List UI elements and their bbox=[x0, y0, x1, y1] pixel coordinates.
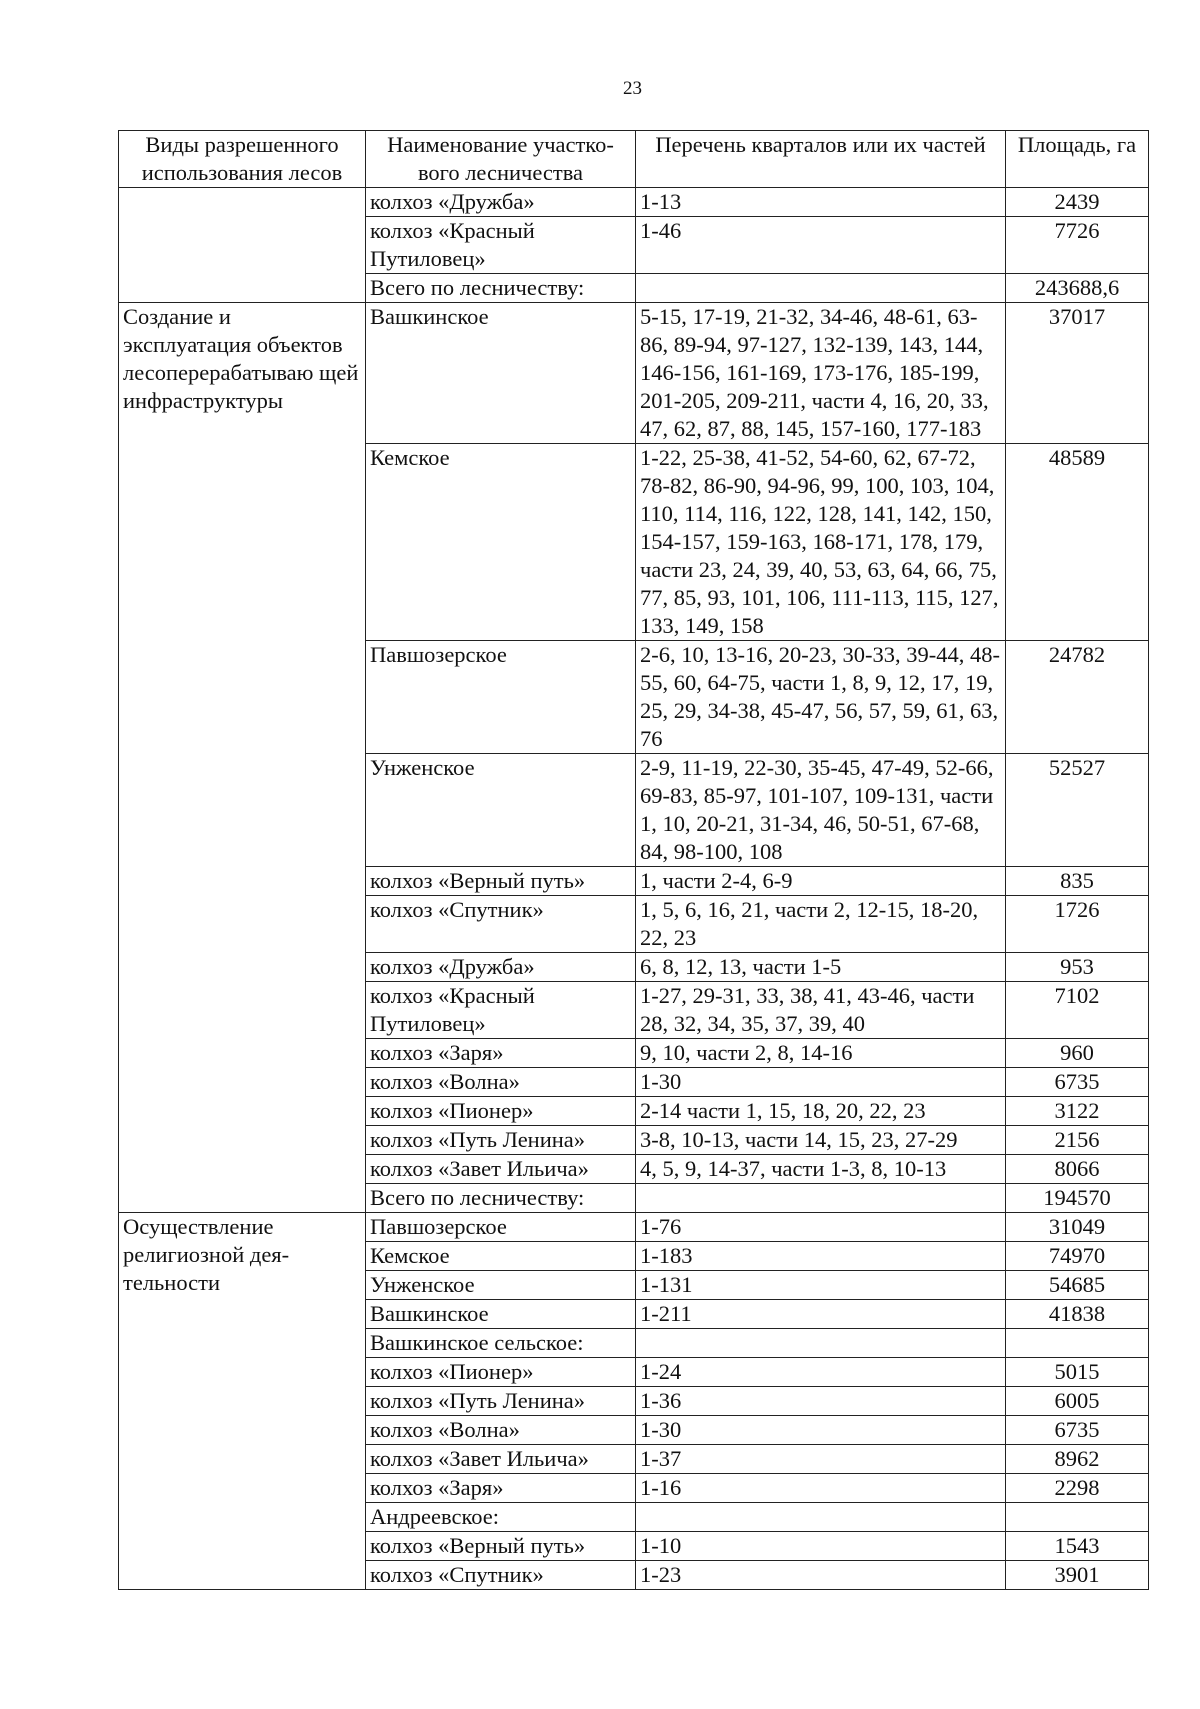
forestry-name-cell: колхоз «Пионер» bbox=[366, 1358, 636, 1387]
header-row bbox=[119, 131, 1149, 188]
area-cell: 8066 bbox=[1006, 1155, 1149, 1184]
quarters-cell: 1-13 bbox=[636, 188, 1006, 217]
quarters-cell: 1-183 bbox=[636, 1242, 1006, 1271]
area-cell: 7726 bbox=[1006, 217, 1149, 274]
forestry-name-cell: колхоз «Волна» bbox=[366, 1416, 636, 1445]
quarters-cell: 1-16 bbox=[636, 1474, 1006, 1503]
quarters-cell: 4, 5, 9, 14-37, части 1-3, 8, 10-13 bbox=[636, 1155, 1006, 1184]
forestry-name-cell: колхоз «Заря» bbox=[366, 1039, 636, 1068]
area-cell: 8962 bbox=[1006, 1445, 1149, 1474]
area-cell: 1543 bbox=[1006, 1532, 1149, 1561]
quarters-cell: 1-76 bbox=[636, 1213, 1006, 1242]
forestry-name-cell: колхоз «Путь Ленина» bbox=[366, 1387, 636, 1416]
forestry-name-cell: колхоз «Заря» bbox=[366, 1474, 636, 1503]
forestry-name-cell: колхоз «Дружба» bbox=[366, 188, 636, 217]
table-row bbox=[119, 188, 1149, 217]
quarters-cell: 1-37 bbox=[636, 1445, 1006, 1474]
quarters-cell bbox=[636, 274, 1006, 303]
quarters-cell bbox=[636, 1329, 1006, 1358]
forestry-name-cell: колхоз «Верный путь» bbox=[366, 1532, 636, 1561]
area-cell: 2298 bbox=[1006, 1474, 1149, 1503]
header-quarters: Перечень кварталов или их частей bbox=[636, 131, 1006, 188]
area-cell: 5015 bbox=[1006, 1358, 1149, 1387]
quarters-cell: 9, 10, части 2, 8, 14-16 bbox=[636, 1039, 1006, 1068]
table-row bbox=[119, 303, 1149, 444]
header-use: Виды разрешенного использования лесов bbox=[119, 131, 366, 188]
forestry-name-cell: Кемское bbox=[366, 444, 636, 641]
forestry-name-cell: колхоз «Завет Ильича» bbox=[366, 1155, 636, 1184]
forestry-name-cell: колхоз «Верный путь» bbox=[366, 867, 636, 896]
area-cell: 194570 bbox=[1006, 1184, 1149, 1213]
forestry-name-cell: колхоз «Красный Путиловец» bbox=[366, 217, 636, 274]
quarters-cell: 1-24 bbox=[636, 1358, 1006, 1387]
page-number: 23 bbox=[623, 78, 642, 99]
area-cell: 7102 bbox=[1006, 982, 1149, 1039]
forestry-name-cell: Павшозерское bbox=[366, 641, 636, 754]
area-cell: 3901 bbox=[1006, 1561, 1149, 1590]
area-cell: 960 bbox=[1006, 1039, 1149, 1068]
forestry-name-cell: колхоз «Красный Путиловец» bbox=[366, 982, 636, 1039]
area-cell: 41838 bbox=[1006, 1300, 1149, 1329]
area-cell bbox=[1006, 1329, 1149, 1358]
forestry-name-cell: Всего по лесничеству: bbox=[366, 274, 636, 303]
quarters-cell: 1-211 bbox=[636, 1300, 1006, 1329]
quarters-cell: 6, 8, 12, 13, части 1-5 bbox=[636, 953, 1006, 982]
quarters-cell: 1-22, 25-38, 41-52, 54-60, 62, 67-72, 78-82, 86-90, 94-96, 99, 100, 103, 104, 110, 114, 116, 122, 128, 141, 142, 150, 154-157, 159-163, 168-171, 178, 179, части 23, 24, 39, 40, 53, 63, 64, 66, 75, 77, 85, 93, 101, 106, 111-113, 115, 127, 133, 149, 158 bbox=[636, 444, 1006, 641]
quarters-cell: 1-30 bbox=[636, 1416, 1006, 1445]
forestry-name-cell: Вашкинское bbox=[366, 1300, 636, 1329]
forestry-name-cell: колхоз «Дружба» bbox=[366, 953, 636, 982]
forestry-name-cell: Всего по лесничеству: bbox=[366, 1184, 636, 1213]
forestry-name-cell: Вашкинское bbox=[366, 303, 636, 444]
header-area: Площадь, га bbox=[1006, 131, 1149, 188]
quarters-cell: 2-14 части 1, 15, 18, 20, 22, 23 bbox=[636, 1097, 1006, 1126]
forestry-name-cell: колхоз «Спутник» bbox=[366, 896, 636, 953]
forestry-name-cell: колхоз «Спутник» bbox=[366, 1561, 636, 1590]
table-row bbox=[119, 1213, 1149, 1242]
quarters-cell: 1-131 bbox=[636, 1271, 1006, 1300]
forestry-name-cell: Вашкинское сельское: bbox=[366, 1329, 636, 1358]
area-cell: 54685 bbox=[1006, 1271, 1149, 1300]
use-type-cell: Осуществление религиозной дея-тельности bbox=[119, 1213, 366, 1590]
area-cell: 6735 bbox=[1006, 1416, 1149, 1445]
area-cell: 6735 bbox=[1006, 1068, 1149, 1097]
area-cell: 48589 bbox=[1006, 444, 1149, 641]
area-cell: 2439 bbox=[1006, 188, 1149, 217]
quarters-cell: 5-15, 17-19, 21-32, 34-46, 48-61, 63-86, 89-94, 97-127, 132-139, 143, 144, 146-156, 161-169, 173-176, 185-199, 201-205, 209-211, части 4, 16, 20, 33, 47, 62, 87, 88, 145, 157-160, 177-183 bbox=[636, 303, 1006, 444]
quarters-cell: 1-27, 29-31, 33, 38, 41, 43-46, части 28, 32, 34, 35, 37, 39, 40 bbox=[636, 982, 1006, 1039]
area-cell: 52527 bbox=[1006, 754, 1149, 867]
area-cell: 24782 bbox=[1006, 641, 1149, 754]
area-cell: 2156 bbox=[1006, 1126, 1149, 1155]
area-cell: 243688,6 bbox=[1006, 274, 1149, 303]
area-cell: 835 bbox=[1006, 867, 1149, 896]
quarters-cell: 1-36 bbox=[636, 1387, 1006, 1416]
forestry-name-cell: колхоз «Путь Ленина» bbox=[366, 1126, 636, 1155]
forestry-name-cell: колхоз «Пионер» bbox=[366, 1097, 636, 1126]
forestry-name-cell: Унженское bbox=[366, 754, 636, 867]
area-cell: 74970 bbox=[1006, 1242, 1149, 1271]
quarters-cell: 1, 5, 6, 16, 21, части 2, 12-15, 18-20, 22, 23 bbox=[636, 896, 1006, 953]
quarters-cell: 1, части 2-4, 6-9 bbox=[636, 867, 1006, 896]
quarters-cell bbox=[636, 1503, 1006, 1532]
forestry-name-cell: Андреевское: bbox=[366, 1503, 636, 1532]
area-cell bbox=[1006, 1503, 1149, 1532]
forestry-name-cell: колхоз «Завет Ильича» bbox=[366, 1445, 636, 1474]
forestry-name-cell: Павшозерское bbox=[366, 1213, 636, 1242]
forestry-name-cell: Унженское bbox=[366, 1271, 636, 1300]
quarters-cell: 3-8, 10-13, части 14, 15, 23, 27-29 bbox=[636, 1126, 1006, 1155]
quarters-cell: 2-6, 10, 13-16, 20-23, 30-33, 39-44, 48-55, 60, 64-75, части 1, 8, 9, 12, 17, 19, 25, 29, 34-38, 45-47, 56, 57, 59, 61, 63, 76 bbox=[636, 641, 1006, 754]
quarters-cell: 1-30 bbox=[636, 1068, 1006, 1097]
quarters-cell: 2-9, 11-19, 22-30, 35-45, 47-49, 52-66, 69-83, 85-97, 101-107, 109-131, части 1, 10, 20-21, 31-34, 46, 50-51, 67-68, 84, 98-100, 108 bbox=[636, 754, 1006, 867]
area-cell: 6005 bbox=[1006, 1387, 1149, 1416]
forest-use-table bbox=[118, 130, 1149, 1590]
area-cell: 37017 bbox=[1006, 303, 1149, 444]
area-cell: 953 bbox=[1006, 953, 1149, 982]
quarters-cell: 1-46 bbox=[636, 217, 1006, 274]
quarters-cell bbox=[636, 1184, 1006, 1213]
quarters-cell: 1-10 bbox=[636, 1532, 1006, 1561]
area-cell: 3122 bbox=[1006, 1097, 1149, 1126]
forestry-name-cell: Кемское bbox=[366, 1242, 636, 1271]
use-type-cell bbox=[119, 188, 366, 303]
use-type-cell: Создание и эксплуатация объектов лесоперерабатываю щей инфраструктуры bbox=[119, 303, 366, 1213]
forestry-name-cell: колхоз «Волна» bbox=[366, 1068, 636, 1097]
header-name: Наименование участко-вого лесничества bbox=[366, 131, 636, 188]
area-cell: 31049 bbox=[1006, 1213, 1149, 1242]
table-body bbox=[119, 188, 1149, 1590]
quarters-cell: 1-23 bbox=[636, 1561, 1006, 1590]
area-cell: 1726 bbox=[1006, 896, 1149, 953]
